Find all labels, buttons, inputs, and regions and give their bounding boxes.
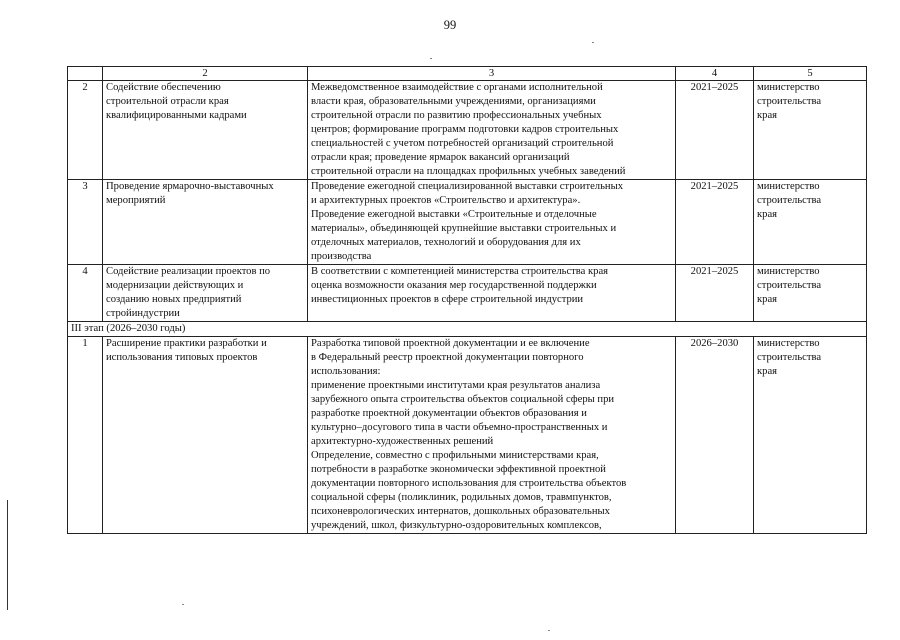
measure-description-line: психоневрологических интернатов, дошкольных образовательных (311, 506, 610, 517)
measure-description-line: отрасли края; проведение ярмарок вакансий организаций (311, 152, 570, 163)
scan-speck (592, 42, 594, 43)
measure-years: 2021–2025 (676, 180, 754, 265)
measure-description-line: В соответствии с компетенцией министерства строительства края (311, 266, 609, 277)
stage-title: III этап (2026–2030 годы) (68, 322, 867, 337)
measure-title-line: мероприятий (106, 195, 166, 206)
measure-description-line: учреждений, школ, физкультурно-оздоровительных комплексов, (311, 520, 602, 531)
measure-description-line: применение проектными институтами края результатов анализа (311, 380, 601, 391)
measure-title-line: модернизации действующих и (106, 280, 244, 291)
responsible-body (754, 180, 867, 265)
measure-years: 2026–2030 (676, 337, 754, 534)
measure-description (308, 337, 676, 534)
measure-title (103, 180, 308, 265)
scan-speck (548, 630, 550, 631)
row-number: 1 (68, 337, 103, 534)
measure-description-line: архитектурно-художественных решений (311, 436, 494, 447)
scan-speck (182, 604, 184, 605)
stage-row (68, 322, 867, 337)
measure-description-line: разработке проектной документации объектов образования и (311, 408, 587, 419)
measure-description-line: Проведение ежегодной специализированной выставки строительных (311, 181, 623, 192)
measure-description-line: строительной отрасли по развитию профессиональных учебных (311, 110, 602, 121)
header-col-5: 5 (754, 67, 867, 81)
measure-description-line: строительной отрасли на площадках профильных учебных заведений (311, 166, 626, 177)
responsible-body-line: министерство (757, 338, 820, 349)
measure-description-line: материалы», объединяющей крупнейшие выставки строительных и (311, 223, 617, 234)
measure-description-line: Определение, совместно с профильными министерствами края, (311, 450, 599, 461)
measure-description-line: документации повторного использования для строительства объектов (311, 478, 627, 489)
measure-title-line: Расширение практики разработки и (106, 338, 267, 349)
responsible-body (754, 337, 867, 534)
responsible-body-line: строительства (757, 195, 822, 206)
measure-title (103, 265, 308, 322)
measure-title-line: Содействие обеспечению (106, 82, 221, 93)
measure-description-line: в Федеральный реестр проектной документации повторного (311, 352, 584, 363)
measure-description-line: оценка возможности оказания мер государственной поддержки (311, 280, 597, 291)
responsible-body-line: края (757, 110, 778, 121)
measure-description-line: Проведение ежегодной выставки «Строительные и отделочные (311, 209, 597, 220)
responsible-body-line: края (757, 366, 778, 377)
measure-description-line: Разработка типовой проектной документации и ее включение (311, 338, 590, 349)
measure-description-line: отделочных материалов, технологий и оборудования для их (311, 237, 581, 248)
responsible-body-line: строительства (757, 96, 822, 107)
measure-description (308, 180, 676, 265)
responsible-body-line: министерство (757, 82, 820, 93)
responsible-body-line: края (757, 209, 778, 220)
measure-years: 2021–2025 (676, 265, 754, 322)
row-number: 2 (68, 81, 103, 180)
measure-description-line: потребности в разработке экономически эффективной проектной (311, 464, 606, 475)
measure-title-line: Содействие реализации проектов по (106, 266, 271, 277)
header-col-2: 2 (103, 67, 308, 81)
measure-description-line: социальной сферы (поликлиник, родильных домов, травмпунктов, (311, 492, 612, 503)
measure-description-line: использования: (311, 366, 381, 377)
table-row (68, 81, 867, 180)
measure-title-line: использования типовых проектов (106, 352, 258, 363)
measure-title-line: Проведение ярмарочно-выставочных (106, 181, 274, 192)
measure-description-line: зарубежного опыта строительства объектов социальной сферы при (311, 394, 615, 405)
measure-title (103, 337, 308, 534)
responsible-body-line: министерство (757, 181, 820, 192)
page-number: 99 (443, 18, 457, 32)
measure-title-line: созданию новых предприятий (106, 294, 242, 305)
measure-title-line: стройиндустрии (106, 308, 180, 319)
measure-title (103, 81, 308, 180)
stage-body (68, 322, 867, 337)
measure-description-line: и архитектурных проектов «Строительство и архитектура». (311, 195, 581, 206)
table-row (68, 180, 867, 265)
measure-years: 2021–2025 (676, 81, 754, 180)
responsible-body-line: строительства (757, 352, 822, 363)
table-header (68, 67, 867, 81)
measure-description-line: культурно–досугового типа в части объемно-пространственных и (311, 422, 608, 433)
measure-description-line: специальностей с учетом потребностей организаций строительной (311, 138, 614, 149)
scan-speck (430, 58, 432, 59)
measure-description (308, 81, 676, 180)
scan-margin-line (7, 500, 8, 610)
header-col-1 (68, 67, 103, 81)
measure-description-line: Межведомственное взаимодействие с органами исполнительной (311, 82, 603, 93)
table-row (68, 337, 867, 534)
stage-table-body (68, 337, 867, 534)
measure-description-line: центров; формирование программ подготовки кадров строительных (311, 124, 619, 135)
table-body (68, 81, 867, 322)
responsible-body-line: строительства (757, 280, 822, 291)
header-col-4: 4 (676, 67, 754, 81)
responsible-body-line: министерство (757, 266, 820, 277)
header-col-3: 3 (308, 67, 676, 81)
measures-table (67, 66, 867, 534)
measure-description-line: инвестиционных проектов в сфере строительной индустрии (311, 294, 584, 305)
measure-title-line: квалифицированными кадрами (106, 110, 247, 121)
measure-title-line: строительной отрасли края (106, 96, 229, 107)
responsible-body (754, 81, 867, 180)
measure-description (308, 265, 676, 322)
row-number: 3 (68, 180, 103, 265)
responsible-body (754, 265, 867, 322)
responsible-body-line: края (757, 294, 778, 305)
measure-description-line: производства (311, 251, 372, 262)
table-row (68, 265, 867, 322)
row-number: 4 (68, 265, 103, 322)
measure-description-line: власти края, образовательными учреждениями, организациями (311, 96, 596, 107)
